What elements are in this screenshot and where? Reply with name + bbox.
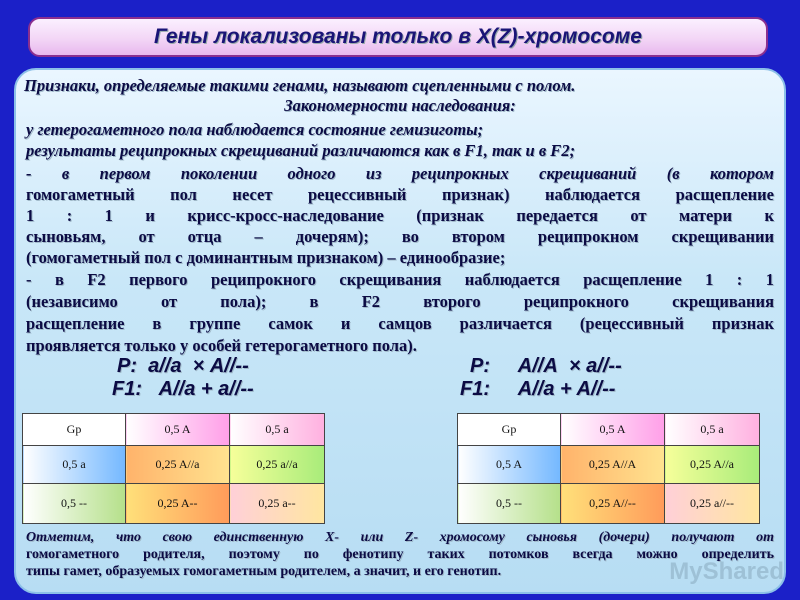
table-header-cell: 0,5 a [230, 414, 325, 446]
slide-title: Гены локализованы только в X(Z)-хромосоме [154, 25, 642, 48]
paragraph-1-line: сыновьям, от отца – дочерям); во втором реципрокном скрещивании [26, 227, 774, 246]
intro-line-4: результаты реципрокных скрещиваний различаются как в F1, так и в F2; [26, 141, 576, 160]
note-line: гомогаметного родителя, поэтому по фенотипу таких потомков всегда можно определить [26, 547, 774, 562]
note-line: типы гамет, образуемых гомогаметным родителем, а значит, и его генотип. [26, 564, 502, 579]
table-cell: 0,25 A//A [561, 446, 665, 484]
intro-line-1: Признаки, определяемые такими генами, называют сцепленными с полом. [24, 76, 576, 95]
paragraph-1-line: гомогаметный пол несет рецессивный признак) наблюдается расщепление [26, 185, 774, 204]
table-header-cell: 0,5 A [561, 414, 665, 446]
paragraph-2-line: - в F2 первого реципрокного скрещивания наблюдается расщепление 1 : 1 [26, 270, 774, 289]
cross-right-f1: F1: A//a + A//-- [460, 378, 616, 400]
table-header-cell: 0,5 A [126, 414, 230, 446]
paragraph-2-line: проявляется только у особей гетерогаметного пола). [26, 336, 417, 355]
table-header-cell: Gp [23, 414, 126, 446]
table-header-cell: Gp [458, 414, 561, 446]
table-cell: 0,25 A//a [126, 446, 230, 484]
watermark-text: MyShared [669, 558, 784, 585]
table-row-header: 0,5 -- [23, 484, 126, 524]
table-cell: 0,25 A-- [126, 484, 230, 524]
paragraph-1-line: (гомогаметный пол с доминантным признаком) – единообразие; [26, 248, 506, 267]
table-header-cell: 0,5 a [665, 414, 760, 446]
table-cell: 0,25 A//a [665, 446, 760, 484]
paragraph-1-line: 1 : 1 и крисс-кросс-наследование (признак передается от матери к [26, 206, 774, 225]
table-row-header: 0,5 -- [458, 484, 561, 524]
paragraph-2-line: расщепление в группе самок и самцов различается (рецессивный признак [26, 314, 774, 333]
table-cell: 0,25 a//a [230, 446, 325, 484]
table-cell: 0,25 a-- [230, 484, 325, 524]
paragraph-2-line: (независимо от пола); в F2 второго реципрокного скрещивания [26, 292, 774, 311]
intro-line-3: у гетерогаметного пола наблюдается состояние гемизиготы; [26, 120, 484, 139]
cross-right-parents: P: A//A × a//-- [470, 355, 622, 377]
punnett-table-left [22, 413, 325, 524]
table-row-header: 0,5 a [23, 446, 126, 484]
table-cell: 0,25 a//-- [665, 484, 760, 524]
punnett-table-right [457, 413, 760, 524]
note-line: Отметим, что свою единственную X- или Z- хромосому сыновья (дочери) получают от [26, 530, 774, 545]
table-row-header: 0,5 A [458, 446, 561, 484]
intro-heading: Закономерности наследования: [284, 96, 516, 115]
table-cell: 0,25 A//-- [561, 484, 665, 524]
slide-title-bar [28, 17, 768, 57]
cross-left-parents: P: a//a × A//-- [117, 355, 249, 377]
cross-left-f1: F1: A//a + a//-- [112, 378, 254, 400]
paragraph-1-line: - в первом поколении одного из реципрокных скрещиваний (в котором [26, 164, 774, 183]
